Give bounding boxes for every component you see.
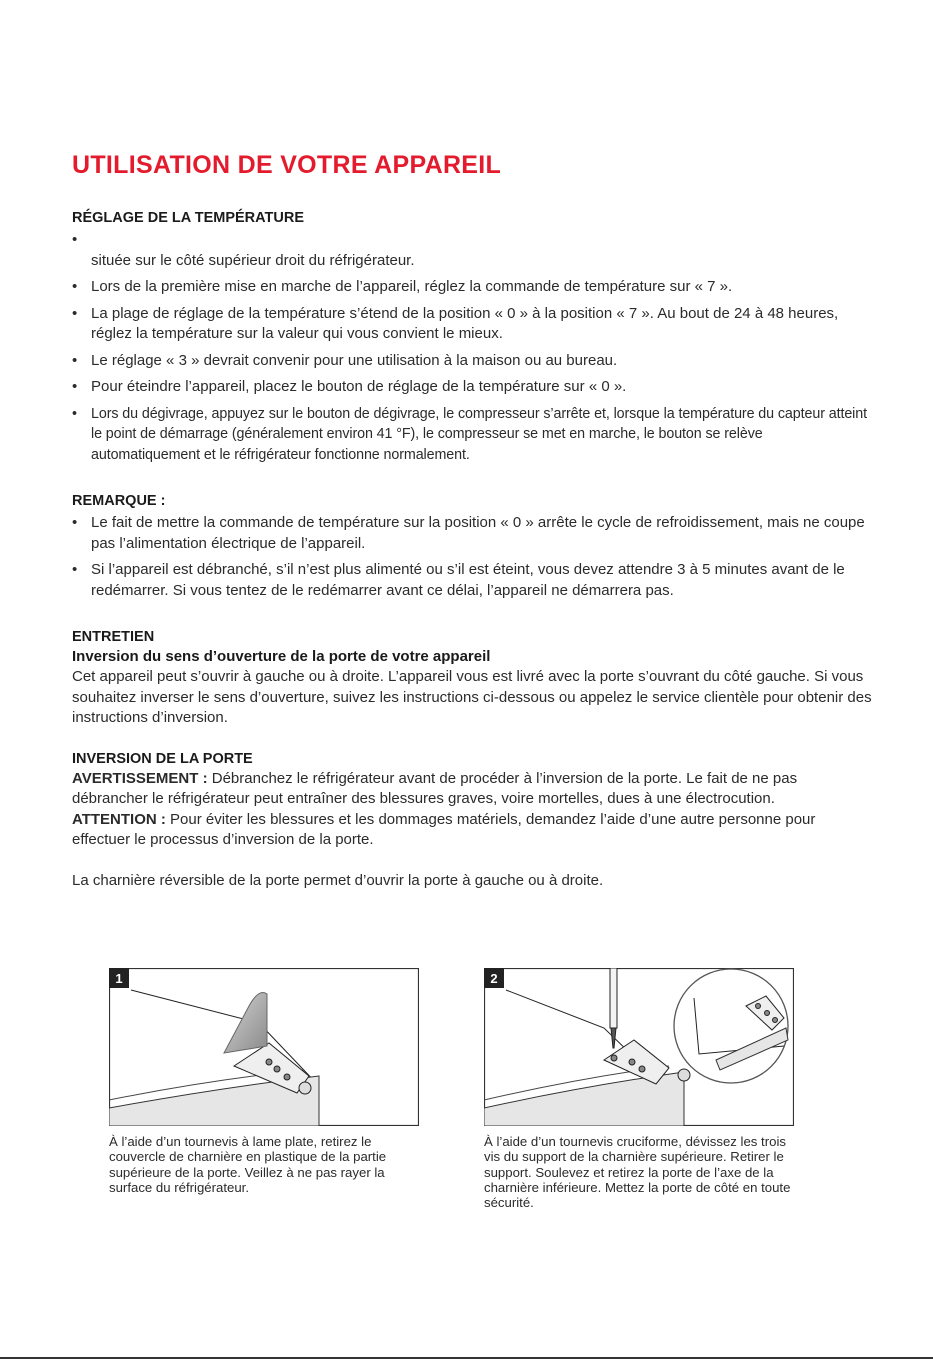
temperature-list (72, 230, 872, 465)
entretien-text: Cet appareil peut s’ouvrir à gauche ou à droite. L’appareil vous est livré avec la porte s’ouvrant du côté gauche. Si vous souhaitez inverser le sens d’ouverture, suivez les instructions ci-dessous ou appelez le service clientèle pour obtenir des instructions d’inversion. (72, 668, 872, 726)
remarque-list (72, 513, 872, 601)
temperature-bullet-3: • La plage de réglage de la température s’étend de la position « 0 » à la position « 7 ». Au bout de 24 à 48 heures, réglez la température sur la valeur qui vous convient le mieux. (72, 304, 872, 345)
figures-row (109, 968, 829, 1218)
figure-1-number: 1 (115, 971, 123, 986)
caution-paragraph (72, 810, 872, 851)
inversion-heading: INVERSION DE LA PORTE (72, 750, 253, 767)
figure-2 (484, 968, 794, 1210)
figure-1-caption: À l’aide d’un tournevis à lame plate, retirez le couvercle de charnière en plastique de la partie supérieure de la porte. Veillez à ne pas rayer la surface du réfrigérateur. (109, 1134, 387, 1195)
bottom-rule (0, 1357, 933, 1359)
caution-label: ATTENTION : (72, 810, 166, 828)
warning-text: Débranchez le réfrigérateur avant de procéder à l’inversion de la porte. Le fait de ne pas débrancher le réfrigérateur peut entraîner des blessures graves, voire mortelles, dues à une électrocution. (72, 769, 798, 807)
entretien-subheading: Inversion du sens d’ouverture de la porte de votre appareil (72, 648, 491, 665)
figure-2-number: 2 (490, 971, 498, 986)
hinge-text: La charnière réversible de la porte permet d’ouvrir la porte à gauche ou à droite. (72, 871, 604, 889)
figure-1 (109, 968, 419, 1195)
figure-1-illustration (109, 968, 419, 1126)
page-title: UTILISATION DE VOTRE APPAREIL (72, 151, 502, 179)
temperature-heading: RÉGLAGE DE LA TEMPÉRATURE (72, 210, 305, 226)
remarque-bullet-2: • Si l’appareil est débranché, s’il n’est plus alimenté ou s’il est éteint, vous devez attendre 3 à 5 minutes avant de le redémarrer. Si vous tentez de le redémarrer avant ce délai, l’appareil ne démarrera pas. (72, 560, 872, 601)
figure-2-illustration (484, 968, 794, 1126)
caution-text: Pour éviter les blessures et les dommages matériels, demandez l’aide d’une autre personne pour effectuer le processus d’inversion de la porte. (72, 810, 816, 848)
entretien-heading: ENTRETIEN (72, 629, 155, 645)
page-content (72, 150, 872, 891)
remarque-heading: REMARQUE : (72, 493, 166, 509)
temperature-bullet-4: • Le réglage « 3 » devrait convenir pour une utilisation à la maison ou au bureau. (72, 351, 872, 372)
warning-label: AVERTISSEMENT : (72, 769, 208, 787)
warning-paragraph (72, 769, 872, 810)
temperature-bullet-2: • Lors de la première mise en marche de l’appareil, réglez la commande de température sur « 7 ». (72, 277, 872, 298)
temperature-bullet-5: • Pour éteindre l’appareil, placez le bouton de réglage de la température sur « 0 ». (72, 377, 872, 398)
temperature-bullet-6: • Lors du dégivrage, appuyez sur le bouton de dégivrage, le compresseur s’arrête et, lorsque la température du capteur atteint le point de démarrage (généralement environ 41 °F), le compresseur se met en marche, le bouton se relève automatiquement et le réfrigérateur fonctionne normalement. (72, 404, 872, 466)
figure-2-caption: À l’aide d’un tournevis cruciforme, dévissez les trois vis du support de la charnière supérieure. Retirer le support. Soulevez et retirez la porte de l’axe de la charnière inférieure. Mettez la porte de côté en toute sécurité. (484, 1134, 791, 1211)
remarque-bullet-1: • Le fait de mettre la commande de température sur la position « 0 » arrête le cycle de refroidissement, mais ne coupe pas l’alimentation électrique de l’appareil. (72, 513, 872, 554)
temperature-bullet-1: • située sur le côté supérieur droit du réfrigérateur. (72, 230, 872, 271)
